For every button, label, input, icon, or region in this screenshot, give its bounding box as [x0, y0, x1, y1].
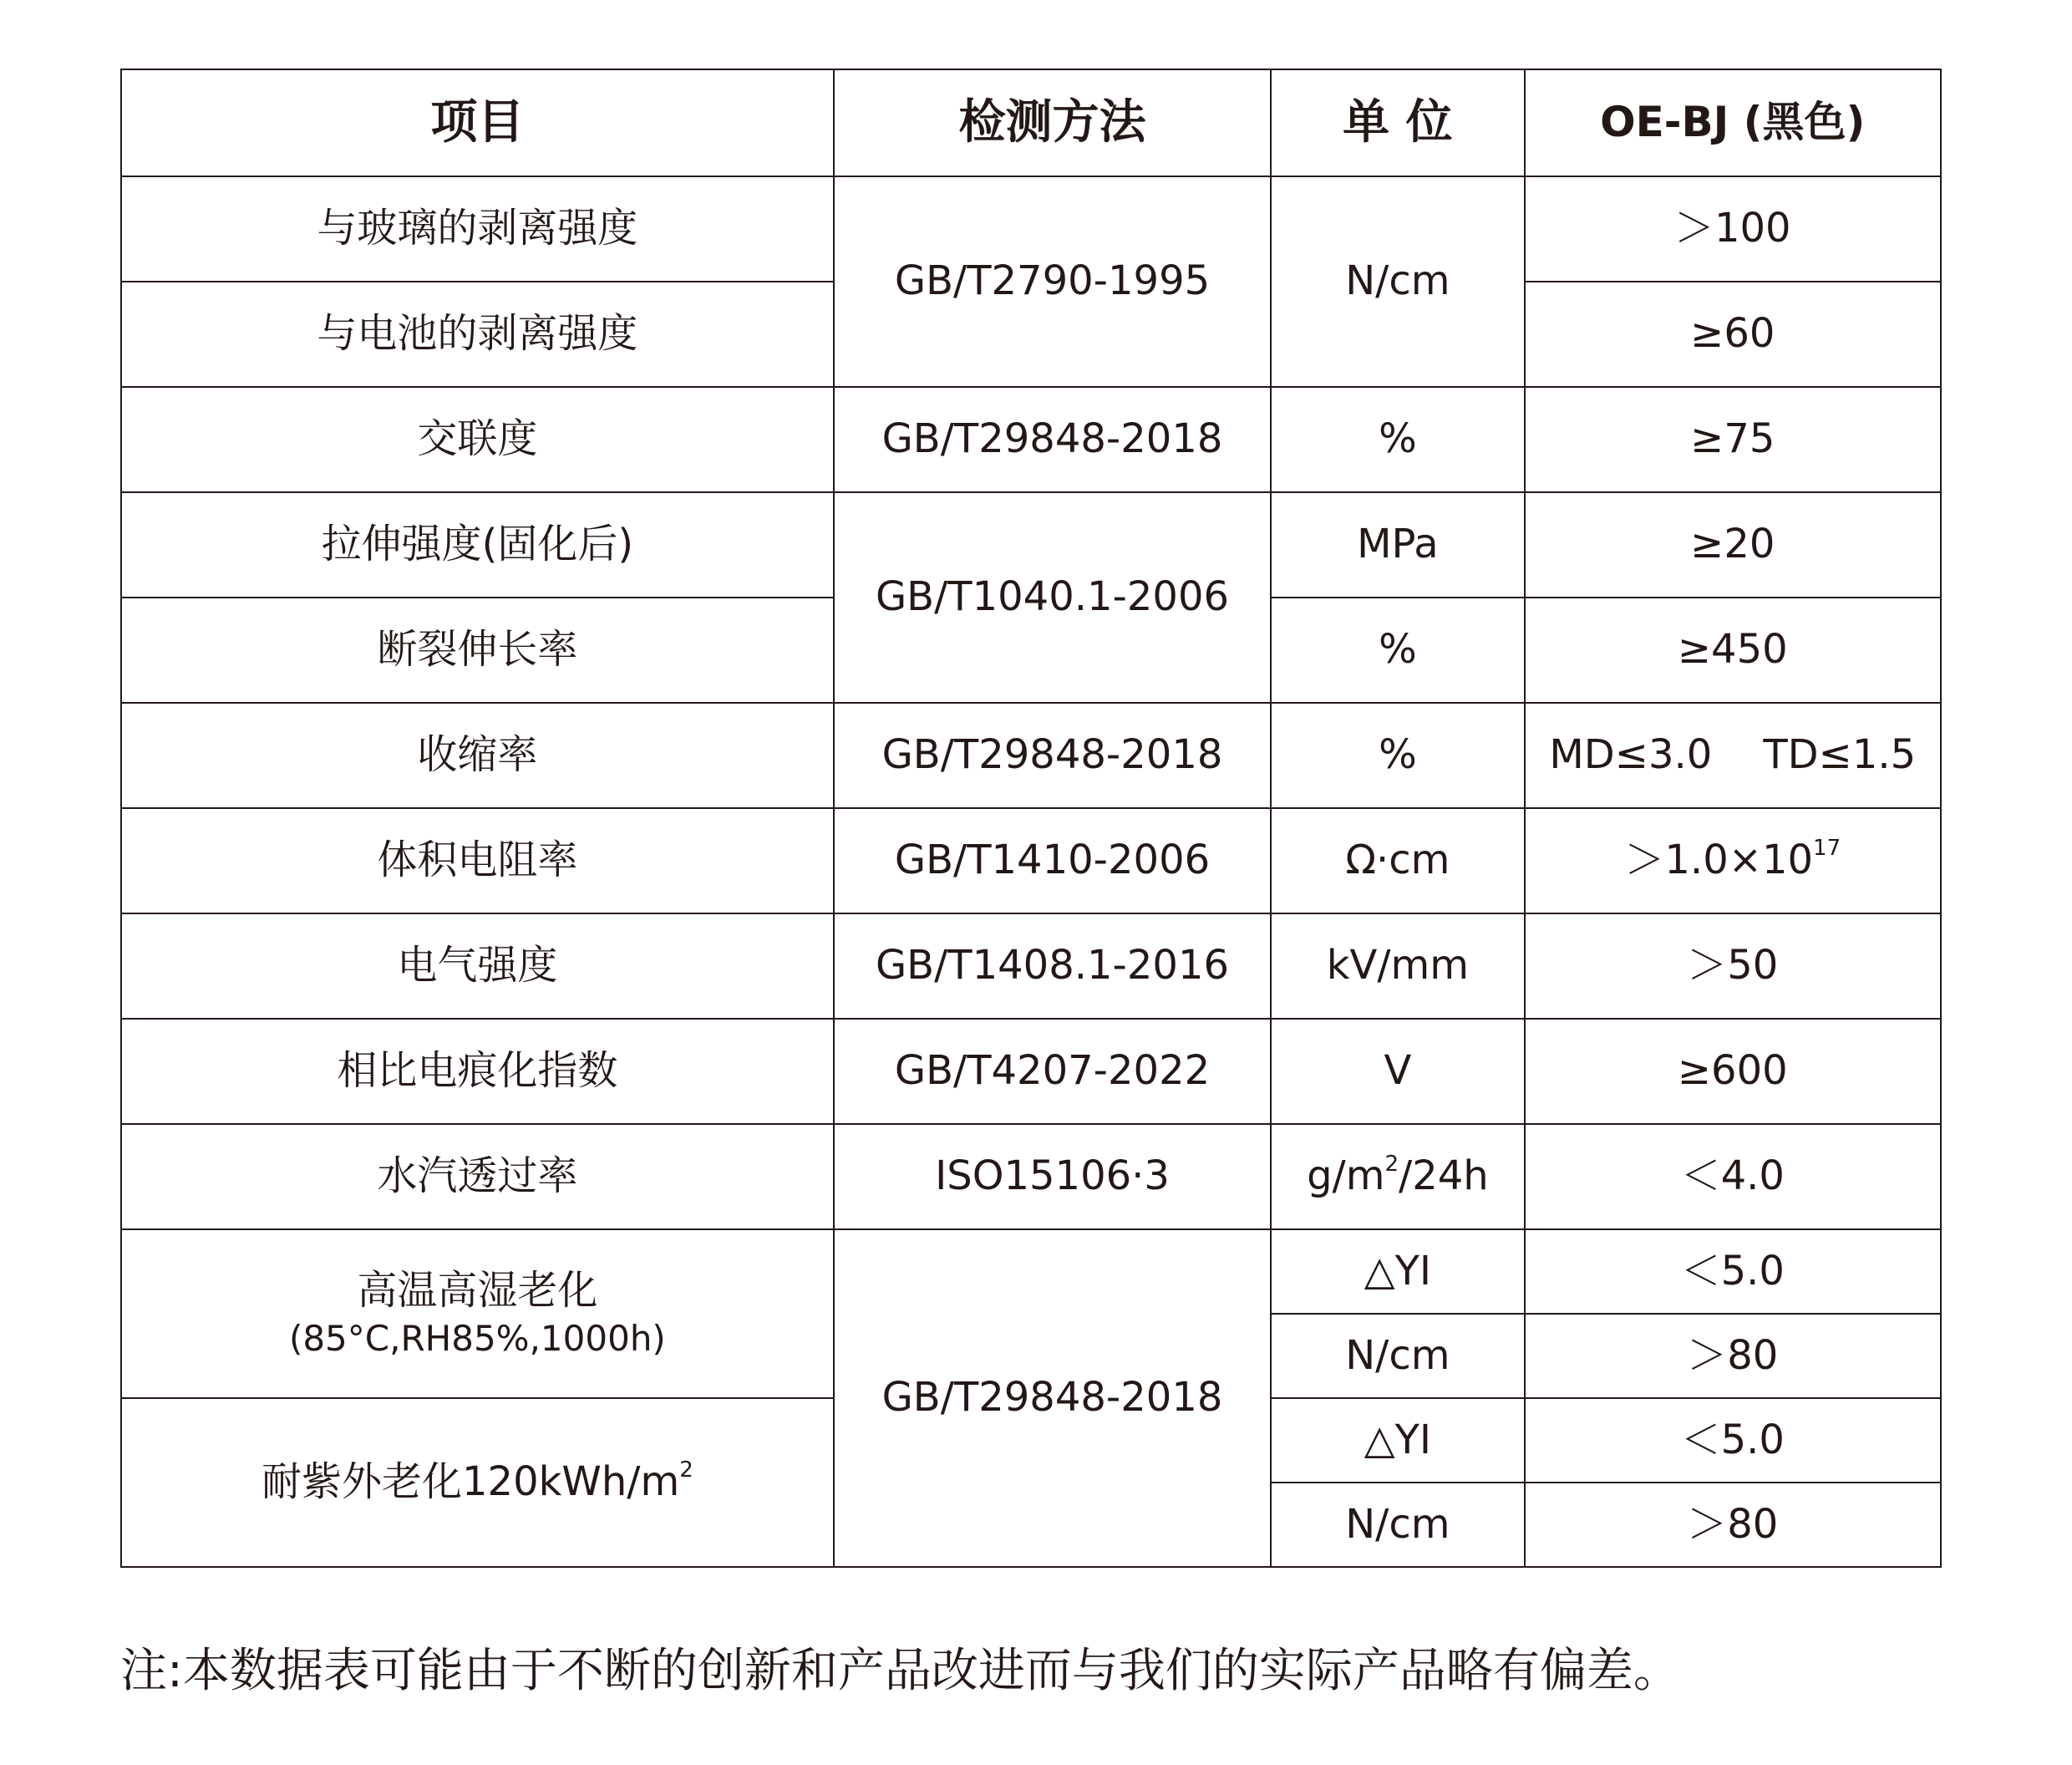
item-crosslink: 交联度	[121, 387, 834, 492]
unit-shrinkage: %	[1271, 703, 1524, 808]
item-glass-peel: 与玻璃的剥离强度	[121, 176, 834, 282]
item-dielectric: 电气强度	[121, 913, 834, 1019]
item-uv-label: 耐紫外老化120kWh/m	[262, 1458, 680, 1506]
value-uv-peel: ＞80	[1525, 1483, 1941, 1567]
method-shrinkage: GB/T29848-2018	[834, 703, 1271, 808]
value-wvtr: ＜4.0	[1525, 1124, 1941, 1229]
table-row	[121, 808, 1941, 913]
unit-wvtr-exponent: 2	[1384, 1152, 1399, 1178]
item-damp-heat	[121, 1229, 834, 1398]
item-shrinkage: 收缩率	[121, 703, 834, 808]
item-uv	[121, 1398, 834, 1567]
unit-elongation: %	[1271, 598, 1524, 703]
unit-damp-heat-yi: △YI	[1271, 1229, 1524, 1314]
table-header-row	[121, 69, 1941, 176]
item-uv-exponent: 2	[679, 1457, 693, 1483]
value-tensile: ≥20	[1525, 492, 1941, 598]
method-dielectric: GB/T1408.1-2016	[834, 913, 1271, 1019]
unit-wvtr	[1271, 1124, 1524, 1229]
table-row	[121, 492, 1941, 598]
unit-dielectric: kV/mm	[1271, 913, 1524, 1019]
unit-crosslink: %	[1271, 387, 1524, 492]
table-row	[121, 176, 1941, 282]
value-damp-heat-yi: ＜5.0	[1525, 1229, 1941, 1314]
specification-table	[120, 69, 1942, 1568]
header-item: 项目	[121, 69, 834, 176]
item-damp-heat-condition: (85°C,RH85%,1000h)	[288, 1318, 666, 1360]
method-crosslink: GB/T29848-2018	[834, 387, 1271, 492]
value-glass-peel: ＞100	[1525, 176, 1941, 282]
value-cti: ≥600	[1525, 1019, 1941, 1124]
unit-wvtr-tail: /24h	[1399, 1152, 1489, 1200]
value-resistivity-exponent: 17	[1813, 836, 1841, 862]
value-shrinkage: MD≤3.0 TD≤1.5	[1525, 703, 1941, 808]
header-value: OE-BJ (黑色)	[1525, 69, 1941, 176]
method-aging: GB/T29848-2018	[834, 1229, 1271, 1567]
table-row	[121, 1124, 1941, 1229]
unit-peel: N/cm	[1271, 176, 1524, 387]
value-crosslink: ≥75	[1525, 387, 1941, 492]
value-damp-heat-peel: ＞80	[1525, 1314, 1941, 1398]
method-tensile: GB/T1040.1-2006	[834, 492, 1271, 703]
item-cell-peel: 与电池的剥离强度	[121, 282, 834, 387]
method-cti: GB/T4207-2022	[834, 1019, 1271, 1124]
unit-damp-heat-peel: N/cm	[1271, 1314, 1524, 1398]
item-resistivity: 体积电阻率	[121, 808, 834, 913]
unit-uv-peel: N/cm	[1271, 1483, 1524, 1567]
value-resistivity-base: ＞1.0×10	[1624, 837, 1814, 884]
table-row	[121, 1019, 1941, 1124]
item-elongation: 断裂伸长率	[121, 598, 834, 703]
table-row	[121, 387, 1941, 492]
header-method: 检测方法	[834, 69, 1271, 176]
value-dielectric: ＞50	[1525, 913, 1941, 1019]
header-unit: 单 位	[1271, 69, 1524, 176]
method-resistivity: GB/T1410-2006	[834, 808, 1271, 913]
unit-wvtr-base: g/m	[1307, 1152, 1385, 1200]
item-cti: 相比电痕化指数	[121, 1019, 834, 1124]
unit-resistivity: Ω·cm	[1271, 808, 1524, 913]
table-row	[121, 913, 1941, 1019]
item-tensile: 拉伸强度(固化后)	[121, 492, 834, 598]
unit-uv-yi: △YI	[1271, 1398, 1524, 1483]
unit-cti: V	[1271, 1019, 1524, 1124]
method-wvtr: ISO15106·3	[834, 1124, 1271, 1229]
item-wvtr: 水汽透过率	[121, 1124, 834, 1229]
value-elongation: ≥450	[1525, 598, 1941, 703]
value-cell-peel: ≥60	[1525, 282, 1941, 387]
table-row	[121, 703, 1941, 808]
item-damp-heat-label: 高温高湿老化	[357, 1267, 598, 1315]
footnote: 注:本数据表可能由于不断的创新和产品改进而与我们的实际产品略有偏差。	[120, 1644, 1680, 1698]
value-uv-yi: ＜5.0	[1525, 1398, 1941, 1483]
unit-tensile: MPa	[1271, 492, 1524, 598]
value-resistivity	[1525, 808, 1941, 913]
table-row	[121, 1229, 1941, 1314]
method-peel: GB/T2790-1995	[834, 176, 1271, 387]
